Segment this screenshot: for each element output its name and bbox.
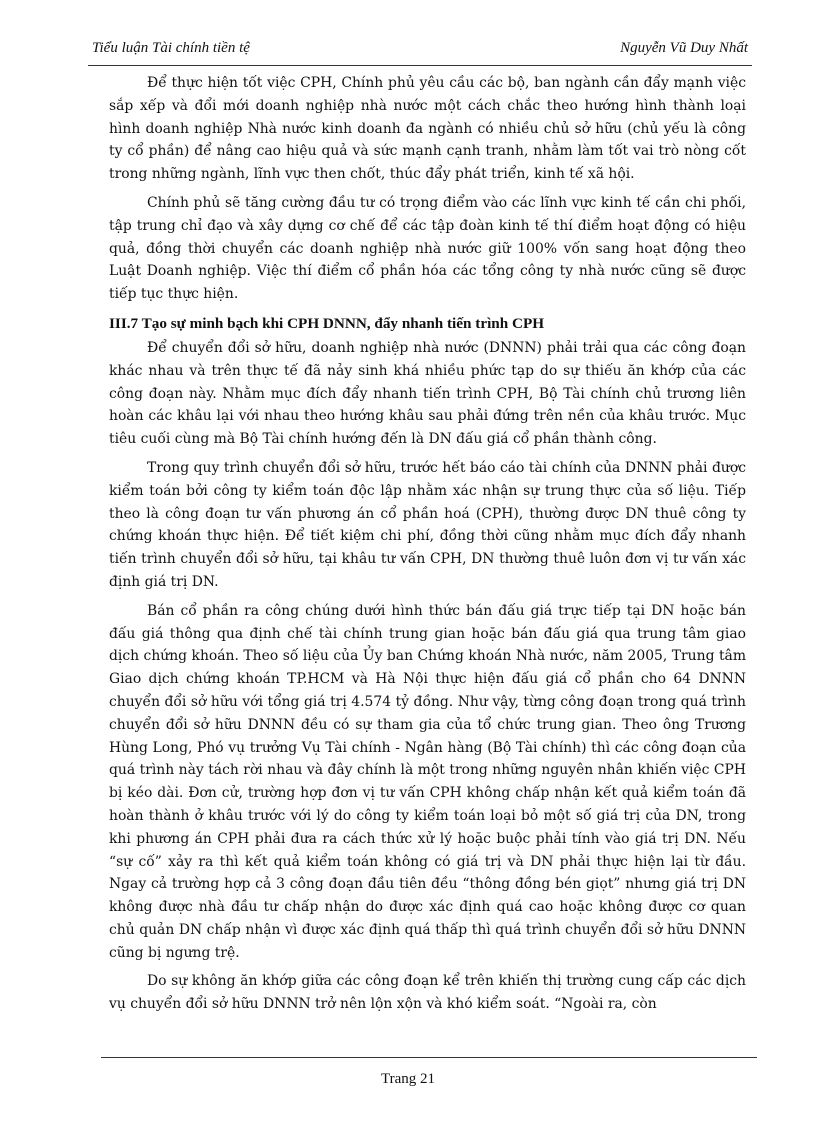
paragraph-conversion-process: Trong quy trình chuyển đổi sở hữu, trước hết báo cáo tài chính của DNNN phải được kiểm toán bởi công ty kiểm toán độc lập nhằm xác nhận sự trung thực của số liệu. Tiếp theo là công đoạn tư vấn phương án cổ phần hoá (CPH), thường được DN thuê công ty chứng khoán thực hiện. Để tiết kiệm chi phí, đồng thời cũng nhằm mục đích đẩy nhanh tiến trình chuyển đổi sở hữu, tại khâu tư vấn CPH, DN thường thuê luôn đơn vị tư vấn xác định giá trị DN. — [109, 459, 746, 590]
paragraph-market-disorder: Do sự không ăn khớp giữa các công đoạn kể trên khiến thị trường cung cấp các dịch vụ chuyển đổi sở hữu DNNN trở nên lộn xộn và khó kiểm soát. “Ngoài ra, còn — [109, 973, 746, 1013]
paragraph-share-auction: Bán cổ phần ra công chúng dưới hình thức bán đấu giá trực tiếp tại DN hoặc bán đấu giá thông qua định chế tài chính trung gian hoặc bán đấu giá qua trung tâm giao dịch chứng khoán. Theo số liệu của Ủy ban Chứng khoán Nhà nước, năm 2005, Trung tâm Giao dịch chứng khoán TP.HCM và Hà Nội thực hiện đấu giá cổ phần cho 64 DNNN chuyển đổi sở hữu với tổng giá trị 4.574 tỷ đồng. Như vậy, từng công đoạn trong quá trình chuyển đổi sở hữu DNNN đều có sự tham gia của tổ chức trung gian. Theo ông Trương Hùng Long, Phó vụ trưởng Vụ Tài chính - Ngân hàng (Bộ Tài chính) thì các công đoạn của quá trình này tách rời nhau và đây chính là một trong những nguyên nhân khiến việc CPH bị kéo dài. Đơn cử, trường hợp đơn vị tư vấn CPH không chấp nhận kết quả kiểm toán đã hoàn thành ở khâu trước với lý do công ty kiểm toán loại bỏ một số giá trị của DN, trong khi phương án CPH phải đưa ra cách thức xử lý hoặc buộc phải tính vào giá trị DN. Nếu “sự cố” xảy ra thì kết quả kiểm toán không có giá trị và DN phải thực hiện lại từ đầu. Ngay cả trường hợp cả 3 công đoạn đầu tiên đều “thông đồng bén giọt” nhưng giá trị DN không được nhà đầu tư chấp nhận do được xác định quá cao hoặc không được cơ quan chủ quản DN chấp nhận vì được xác định quá thấp thì quá trình chuyển đổi sở hữu DNNN cũng bị ngưng trệ. — [109, 602, 746, 961]
page-number: Trang 21 — [380, 1071, 436, 1087]
paragraph-cph-requirements: Để thực hiện tốt việc CPH, Chính phủ yêu cầu các bộ, ban ngành cần đẩy mạnh việc sắp xếp và đổi mới doanh nghiệp nhà nước một cách chắc theo hướng hình thành loại hình doanh nghiệp Nhà nước kinh doanh đa ngành có nhiều chủ sở hữu (chủ yếu là công ty cổ phần) để nâng cao hiệu quả và sức mạnh cạnh tranh, nhằm làm tốt vai trò nòng cốt trong những ngành, lĩnh vực then chốt, thúc đẩy phát triển, kinh tế xã hội. — [109, 75, 746, 183]
page-body — [109, 72, 746, 1022]
footer-divider — [101, 1057, 757, 1058]
header-document-title: Tiểu luận Tài chính tiền tệ — [92, 40, 250, 56]
section-heading: III.7 Tạo sự minh bạch khi CPH DNNN, đẩy nhanh tiến trình CPH — [109, 314, 545, 332]
header-author: Nguyễn Vũ Duy Nhất — [620, 40, 748, 56]
paragraph-state-investment: Chính phủ sẽ tăng cường đầu tư có trọng điểm vào các lĩnh vực kinh tế cần chi phối, tập trung chỉ đạo và xây dựng cơ chế để các tập đoàn kinh tế thí điểm hoạt động có hiệu quả, đồng thời chuyển các doanh nghiệp nhà nước giữ 100% vốn sang hoạt động theo Luật Doanh nghiệp. Việc thí điểm cổ phần hóa các tổng công ty nhà nước cũng sẽ được tiếp tục thực hiện. — [109, 194, 746, 303]
header-divider — [88, 65, 752, 66]
page-header — [88, 40, 752, 62]
paragraph-ownership-conversion: Để chuyển đổi sở hữu, doanh nghiệp nhà nước (DNNN) phải trải qua các công đoạn khác nhau và trên thực tế đã nảy sinh khá nhiều phức tạp do sự thiếu ăn khớp của các công đoạn này. Nhằm mục đích đẩy nhanh tiến trình CPH, Bộ Tài chính chủ trương liên hoàn các khâu lại với nhau theo hướng khâu sau phải đứng trên nền của khâu trước. Mục tiêu cuối cùng mà Bộ Tài chính hướng đến là DN đấu giá cổ phần thành công. — [109, 339, 746, 448]
